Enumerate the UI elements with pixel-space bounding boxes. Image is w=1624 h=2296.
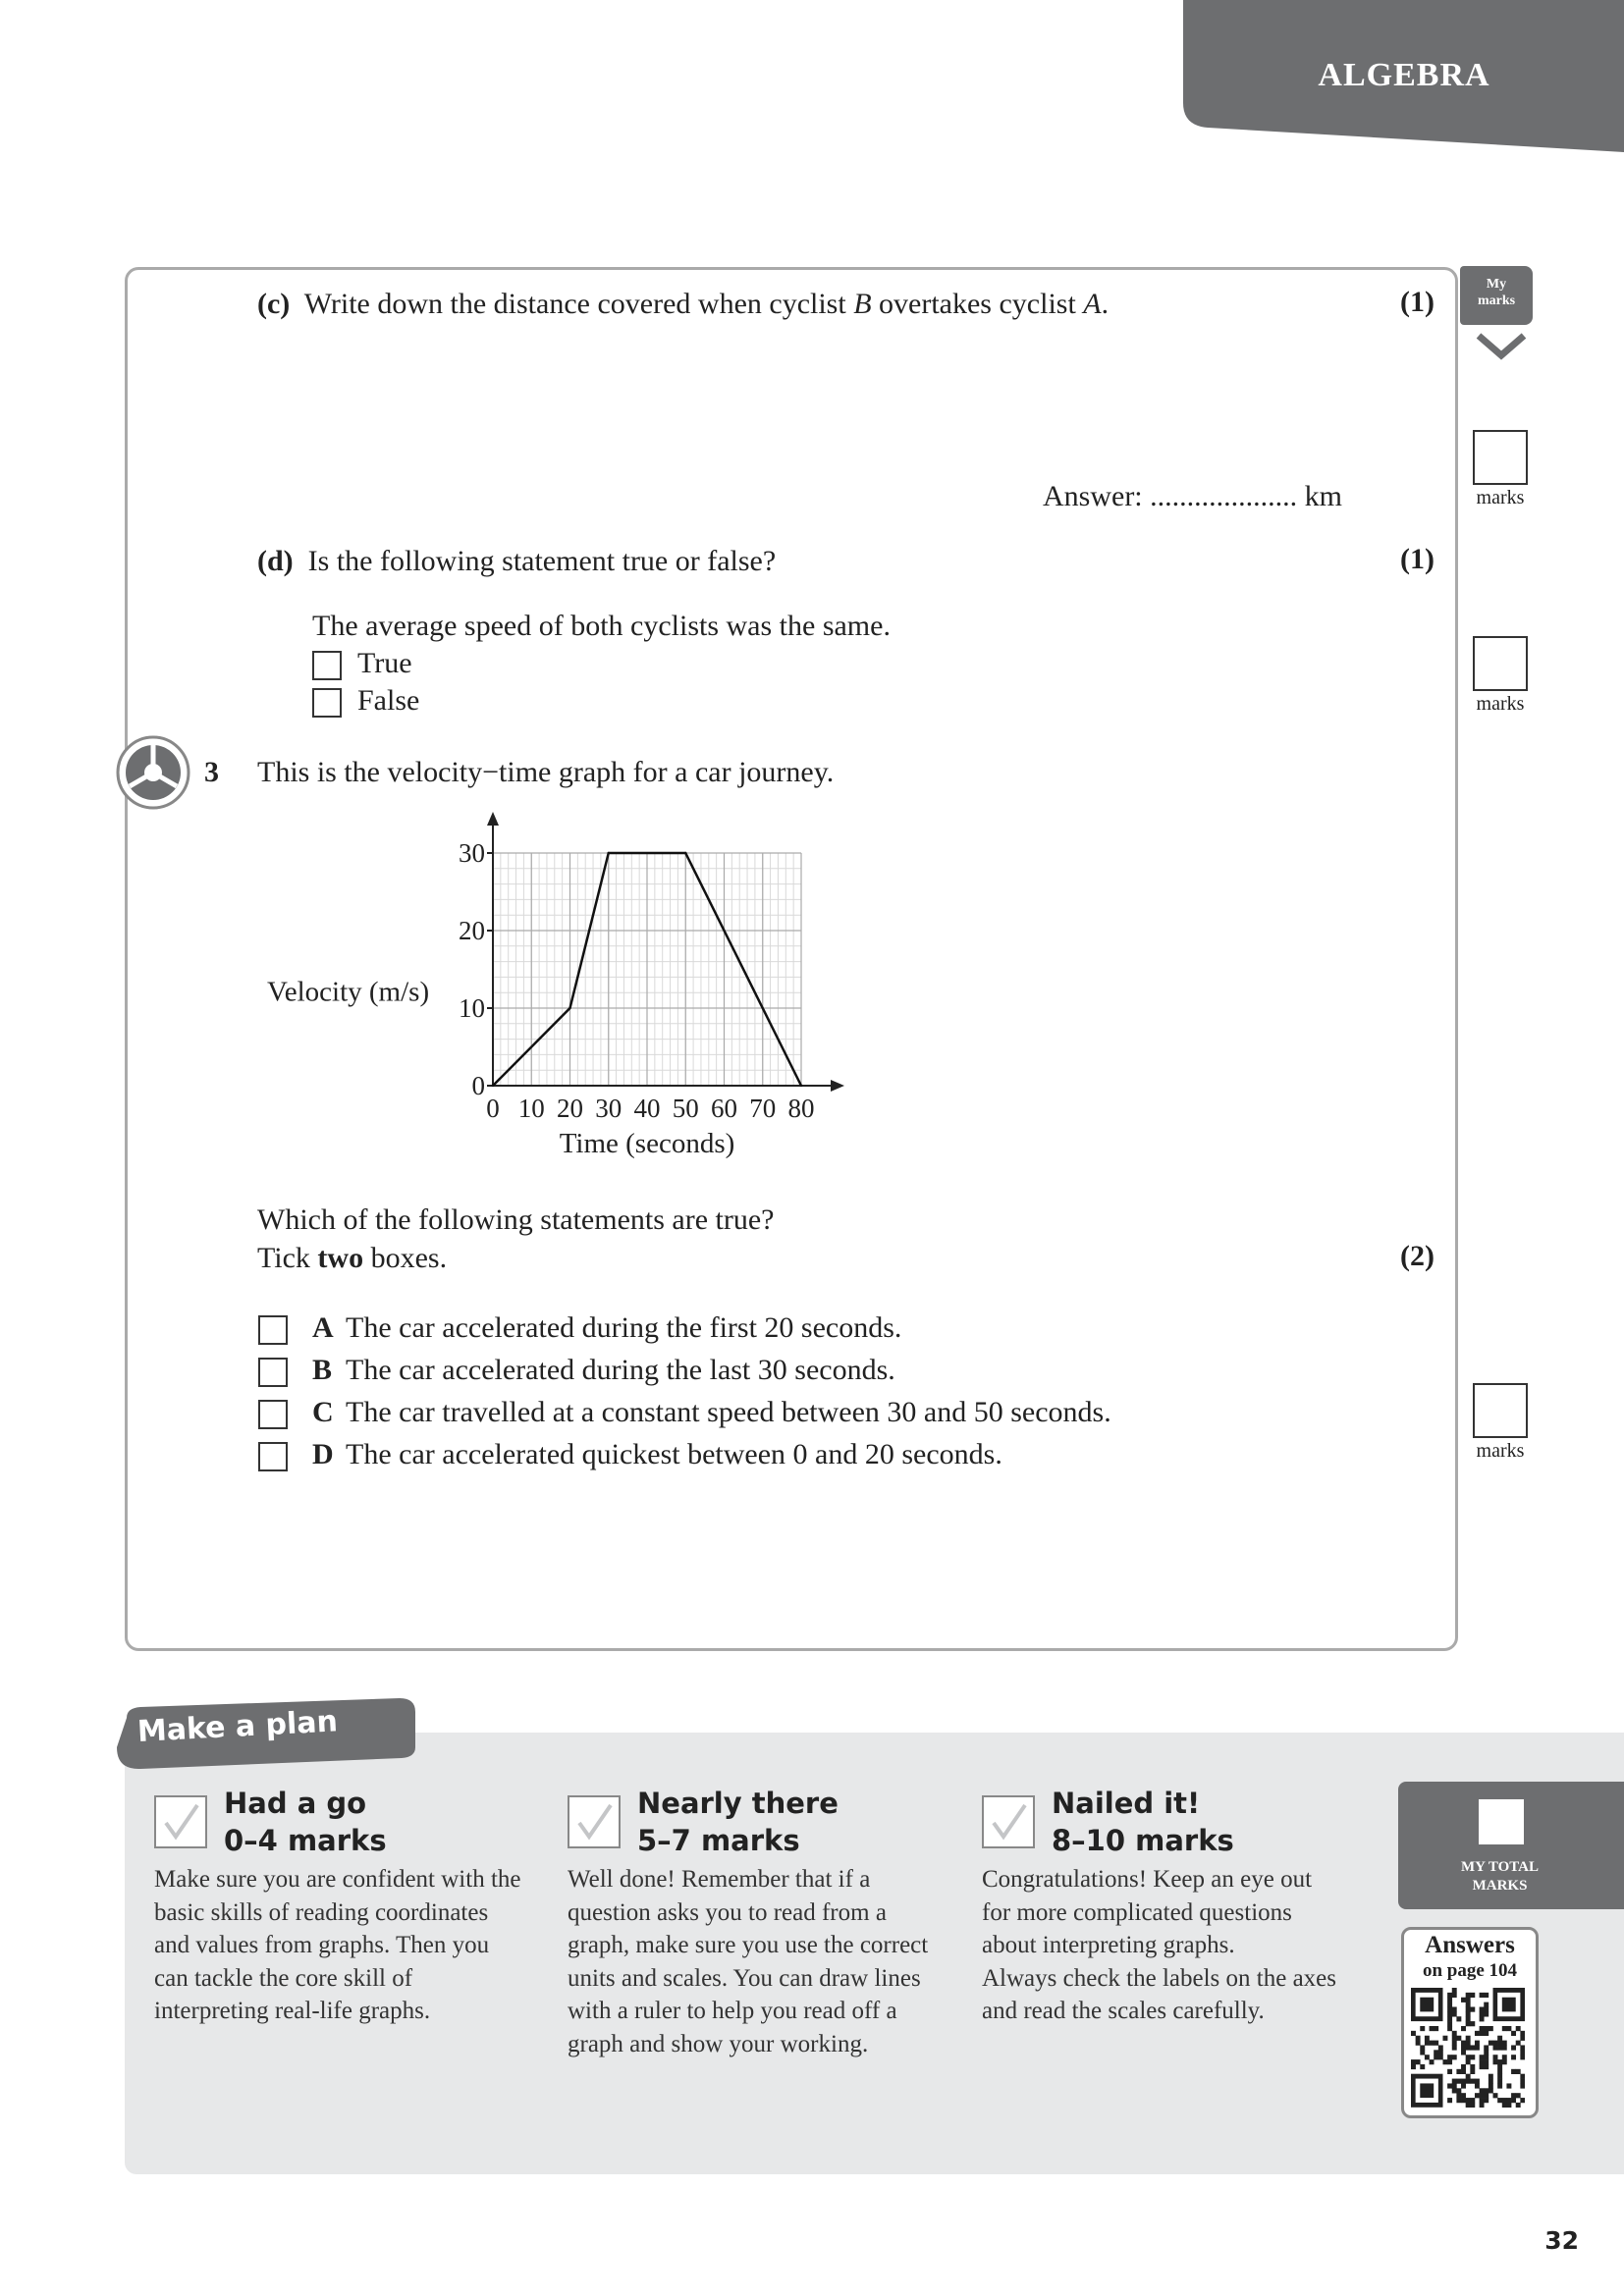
qr-module	[1447, 1998, 1452, 2002]
question-3-number: 3	[204, 756, 219, 788]
check-icon	[984, 1797, 1033, 1846]
qr-module	[1516, 2069, 1521, 2074]
qr-module	[1456, 2036, 1461, 2041]
qr-module	[1411, 2064, 1416, 2069]
option-letter: B	[312, 1354, 333, 1386]
qr-module	[1466, 2074, 1471, 2079]
qr-module	[1447, 1993, 1452, 1998]
qr-module	[1480, 2011, 1485, 2016]
qr-module	[1497, 2079, 1502, 2084]
qr-module	[1484, 2006, 1489, 2011]
qr-module	[1425, 2036, 1430, 2041]
description-line: Make sure you are confident with the	[154, 1866, 521, 1893]
qr-module	[1456, 2016, 1461, 2021]
qr-module	[1480, 2059, 1485, 2064]
qr-module	[1452, 2055, 1457, 2059]
qr-module	[1480, 2006, 1485, 2011]
qr-module	[1511, 2045, 1516, 2050]
qr-module	[1420, 2050, 1425, 2055]
qr-module	[1466, 2041, 1471, 2046]
qr-module	[1456, 2098, 1461, 2103]
qr-module	[1502, 2098, 1507, 2103]
qr-module	[1461, 2041, 1466, 2046]
qr-module	[1475, 2031, 1480, 2036]
qr-module	[1447, 2069, 1452, 2074]
qr-module	[1461, 2098, 1466, 2103]
qr-module	[1425, 2041, 1430, 2046]
x-tick-label: 70	[749, 1094, 777, 1123]
qr-module	[1420, 2026, 1425, 2031]
qr-module	[1502, 2045, 1507, 2050]
qr-module	[1475, 2093, 1480, 2098]
qr-module	[1470, 2021, 1475, 2026]
qr-module	[1452, 2079, 1457, 2084]
qr-module	[1447, 2026, 1452, 2031]
qr-module	[1470, 2045, 1475, 2050]
qr-module	[1484, 2055, 1489, 2059]
description-line: for more complicated questions	[982, 1898, 1292, 1926]
qr-module	[1511, 2031, 1516, 2036]
qr-module	[1480, 2055, 1485, 2059]
qr-module	[1425, 2055, 1430, 2059]
qr-module	[1502, 1998, 1516, 2012]
qr-module	[1411, 2031, 1416, 2036]
qr-module	[1484, 2050, 1489, 2055]
qr-module	[1493, 2059, 1498, 2064]
total-marks-box[interactable]	[1479, 1799, 1524, 1844]
description-line: with a ruler to help you read off a	[568, 1998, 897, 2024]
description-line: graph, make sure you use the correct	[568, 1932, 929, 1958]
qr-module	[1420, 2064, 1425, 2069]
check-icon	[569, 1797, 619, 1846]
option-letter: A	[312, 1311, 334, 1344]
qr-module	[1484, 2064, 1489, 2069]
qr-module	[1470, 2079, 1475, 2084]
velocity-point	[568, 1007, 570, 1009]
qr-module	[1456, 2069, 1461, 2074]
section-title: ALGEBRA	[1318, 57, 1490, 93]
description-line: can tackle the core skill of	[154, 1964, 413, 1992]
qr-module	[1434, 2026, 1438, 2031]
option-b-checkbox[interactable]	[258, 1358, 288, 1387]
qr-module	[1480, 2088, 1485, 2093]
qr-module	[1466, 2002, 1471, 2007]
y-tick-label: 20	[459, 916, 485, 945]
x-tick-label: 10	[517, 1094, 545, 1123]
part-d-question: (d) Is the following statement true or false?	[257, 545, 777, 577]
qr-module	[1470, 2055, 1475, 2059]
qr-module	[1484, 2088, 1489, 2093]
qr-module	[1516, 2026, 1521, 2031]
answers-title: Answers	[1425, 1932, 1515, 1958]
qr-module	[1511, 2055, 1516, 2059]
false-checkbox[interactable]	[312, 688, 342, 718]
option-text: The car accelerated during the last 30 seconds.	[346, 1354, 895, 1386]
qr-module	[1497, 2059, 1502, 2064]
velocity-point	[684, 852, 686, 854]
qr-module	[1461, 2045, 1466, 2050]
marks-label: marks	[1476, 487, 1525, 508]
qr-module	[1520, 2074, 1525, 2079]
velocity-point	[800, 1085, 802, 1087]
qr-module	[1520, 2036, 1525, 2041]
x-tick-label: 50	[672, 1094, 699, 1123]
qr-module	[1520, 2031, 1525, 2036]
qr-module	[1447, 2016, 1452, 2021]
qr-module	[1466, 2006, 1471, 2011]
chevron-down-icon	[1475, 332, 1528, 361]
qr-code-icon[interactable]	[1411, 1988, 1525, 2108]
x-tick-label: 60	[711, 1094, 737, 1123]
qr-module	[1502, 2055, 1507, 2059]
y-axis-arrow	[487, 812, 499, 826]
nearly-there-heading: Nearly there 5–7 marks	[637, 1787, 839, 1857]
description-line: basic skills of reading coordinates	[154, 1898, 489, 1926]
qr-module	[1456, 2088, 1461, 2093]
qr-module	[1470, 2098, 1475, 2103]
qr-module	[1497, 2036, 1502, 2041]
question-3-intro: This is the velocity−time graph for a car journey.	[257, 756, 835, 788]
qr-module	[1420, 2083, 1434, 2098]
qr-module	[1489, 2026, 1493, 2031]
qr-module	[1452, 1988, 1457, 1993]
qr-module	[1461, 2069, 1466, 2074]
qr-module	[1470, 1993, 1475, 1998]
qr-module	[1466, 2055, 1471, 2059]
part-d-marks: (1)	[1400, 543, 1435, 575]
qr-module	[1447, 2002, 1452, 2007]
qr-module	[1416, 2036, 1421, 2041]
x-axis-arrow	[831, 1080, 844, 1092]
qr-module	[1447, 2055, 1452, 2059]
qr-module	[1511, 2093, 1516, 2098]
qr-module	[1484, 2059, 1489, 2064]
qr-module	[1466, 2079, 1471, 2084]
question-3-marks: (2)	[1400, 1240, 1435, 1272]
qr-module	[1447, 2011, 1452, 2016]
marks-box-c[interactable]	[1473, 430, 1528, 485]
qr-module	[1420, 2045, 1425, 2050]
x-tick-label: 0	[486, 1094, 500, 1123]
qr-module	[1489, 2088, 1493, 2093]
true-label: True	[357, 647, 412, 679]
part-c-marks: (1)	[1400, 286, 1435, 318]
qr-module	[1466, 2036, 1471, 2041]
qr-module	[1520, 2045, 1525, 2050]
qr-module	[1475, 2041, 1480, 2046]
qr-module	[1520, 2079, 1525, 2084]
option-letter: C	[312, 1396, 334, 1428]
qr-module	[1520, 2083, 1525, 2088]
qr-module	[1466, 2059, 1471, 2064]
had-a-go-tick-checkbox[interactable]	[154, 1795, 207, 1848]
plan-title: Make a plan	[136, 1704, 339, 1749]
y-axis-label: Velocity (m/s)	[267, 976, 430, 1008]
part-c-question: (c) Write down the distance covered when cyclist B overtakes cyclist A.	[257, 288, 1110, 320]
qr-module	[1434, 2055, 1438, 2059]
qr-module	[1461, 2079, 1466, 2084]
qr-module	[1416, 2041, 1421, 2046]
option-a-checkbox[interactable]	[258, 1315, 288, 1345]
qr-module	[1506, 2083, 1511, 2088]
qr-module	[1470, 2103, 1475, 2108]
description-line: interpreting real-life graphs.	[154, 1998, 431, 2024]
marks-box-d[interactable]	[1473, 636, 1528, 691]
my-marks-tab: My marks	[1460, 266, 1533, 325]
had-a-go-description	[154, 1863, 547, 2028]
total-marks-label: MY TOTAL MARKS	[1460, 1859, 1540, 1894]
part-c-answer-line[interactable]: Answer: .................... km	[1043, 480, 1342, 512]
option-text: The car travelled at a constant speed between 30 and 50 seconds.	[346, 1396, 1111, 1428]
qr-module	[1447, 2098, 1452, 2103]
qr-module	[1516, 2041, 1521, 2046]
description-line: about interpreting graphs.	[982, 1932, 1235, 1958]
qr-module	[1484, 2002, 1489, 2007]
qr-module	[1466, 2103, 1471, 2108]
qr-module	[1466, 2016, 1471, 2021]
qr-module	[1461, 1998, 1466, 2002]
qr-module	[1489, 2074, 1493, 2079]
qr-module	[1502, 2026, 1507, 2031]
qr-module	[1447, 2083, 1452, 2088]
nailed-it-tick-checkbox[interactable]	[982, 1795, 1035, 1848]
x-tick-label: 80	[787, 1094, 815, 1123]
x-tick-label: 30	[595, 1094, 623, 1123]
qr-module	[1452, 1993, 1457, 1998]
qr-module	[1520, 2055, 1525, 2059]
qr-module	[1484, 2026, 1489, 2031]
page-number: 32	[1544, 2226, 1579, 2255]
description-line: Well done! Remember that if a	[568, 1866, 871, 1893]
qr-module	[1516, 2093, 1521, 2098]
description-line: Congratulations! Keep an eye out	[982, 1866, 1313, 1893]
x-tick-label: 20	[557, 1094, 583, 1123]
qr-module	[1461, 2050, 1466, 2055]
qr-module	[1480, 2103, 1485, 2108]
qr-module	[1484, 2011, 1489, 2016]
qr-module	[1480, 2093, 1485, 2098]
qr-module	[1430, 2041, 1435, 2046]
qr-module	[1497, 2083, 1502, 2088]
description-line: Always check the labels on the axes	[982, 1964, 1336, 1992]
velocity-point	[608, 852, 610, 854]
qr-module	[1493, 2055, 1498, 2059]
qr-module	[1452, 2011, 1457, 2016]
qr-module	[1456, 2093, 1461, 2098]
description-line: units and scales. You can draw lines	[568, 1964, 921, 1992]
qr-module	[1493, 2041, 1498, 2046]
qr-module	[1497, 2098, 1502, 2103]
option-text: The car accelerated during the first 20 seconds.	[346, 1311, 902, 1344]
qr-module	[1480, 2031, 1485, 2036]
qr-module	[1447, 2021, 1452, 2026]
qr-module	[1442, 2036, 1447, 2041]
qr-module	[1466, 2045, 1471, 2050]
question-3-instruction: Tick two boxes.	[257, 1242, 448, 1274]
qr-module	[1480, 1993, 1485, 1998]
qr-module	[1430, 2059, 1435, 2064]
answers-page: on page 104	[1422, 1960, 1518, 1981]
velocity-point	[492, 1085, 494, 1087]
description-line: graph and show your working.	[568, 2030, 869, 2057]
qr-module	[1489, 2083, 1493, 2088]
nearly-there-description	[568, 1863, 960, 2060]
qr-module	[1484, 1993, 1489, 1998]
qr-module	[1502, 2103, 1507, 2108]
qr-module	[1520, 2098, 1525, 2103]
qr-module	[1480, 2026, 1485, 2031]
qr-module	[1434, 2050, 1438, 2055]
qr-module	[1470, 2006, 1475, 2011]
qr-module	[1438, 2055, 1443, 2059]
qr-module	[1470, 2064, 1475, 2069]
difficulty-dial-icon	[115, 734, 191, 811]
qr-module	[1502, 2041, 1507, 2046]
qr-module	[1411, 2059, 1416, 2064]
marks-label: marks	[1476, 693, 1525, 715]
part-d-statement: The average speed of both cyclists was the same.	[312, 610, 891, 642]
qr-module	[1475, 2083, 1480, 2088]
qr-module	[1480, 2098, 1485, 2103]
x-axis-label: Time (seconds)	[559, 1128, 735, 1159]
nearly-there-tick-checkbox[interactable]	[568, 1795, 621, 1848]
qr-module	[1475, 2079, 1480, 2084]
qr-module	[1480, 2016, 1485, 2021]
marks-label: marks	[1476, 1440, 1525, 1462]
qr-module	[1520, 2050, 1525, 2055]
qr-module	[1497, 2064, 1502, 2069]
qr-module	[1493, 2045, 1498, 2050]
qr-module	[1466, 1998, 1471, 2002]
qr-module	[1484, 2098, 1489, 2103]
qr-module	[1484, 2045, 1489, 2050]
description-line: question asks you to read from a	[568, 1898, 887, 1926]
qr-module	[1456, 2079, 1461, 2084]
qr-module	[1438, 2050, 1443, 2055]
qr-module	[1466, 2011, 1471, 2016]
ticks	[459, 838, 815, 1123]
qr-module	[1511, 2069, 1516, 2074]
qr-module	[1452, 2006, 1457, 2011]
qr-module	[1497, 2041, 1502, 2046]
qr-module	[1470, 2069, 1475, 2074]
qr-module	[1511, 2098, 1516, 2103]
qr-module	[1475, 2045, 1480, 2050]
nailed-it-heading: Nailed it! 8–10 marks	[1052, 1787, 1234, 1857]
option-text: The car accelerated quickest between 0 and 20 seconds.	[346, 1438, 1002, 1470]
qr-module	[1452, 2031, 1457, 2036]
qr-module	[1461, 2064, 1466, 2069]
false-label: False	[357, 684, 420, 717]
qr-module	[1447, 2006, 1452, 2011]
qr-module	[1438, 2045, 1443, 2050]
qr-module	[1484, 2093, 1489, 2098]
qr-module	[1461, 2093, 1466, 2098]
qr-module	[1452, 2088, 1457, 2093]
option-c-checkbox[interactable]	[258, 1400, 288, 1429]
qr-module	[1461, 2026, 1466, 2031]
true-checkbox[interactable]	[312, 651, 342, 680]
qr-module	[1506, 2026, 1511, 2031]
qr-module	[1447, 2059, 1452, 2064]
qr-module	[1516, 2103, 1521, 2108]
qr-module	[1452, 2045, 1457, 2050]
qr-module	[1442, 2059, 1447, 2064]
y-tick-label: 0	[471, 1071, 485, 1100]
nailed-it-description	[982, 1863, 1375, 2028]
description-line: and read the scales carefully.	[982, 1998, 1265, 2024]
qr-module	[1452, 2041, 1457, 2046]
description-line: and values from graphs. Then you	[154, 1932, 490, 1958]
qr-module	[1489, 2041, 1493, 2046]
qr-module	[1452, 2083, 1457, 2088]
qr-module	[1497, 2074, 1502, 2079]
qr-module	[1497, 2045, 1502, 2050]
qr-module	[1484, 2031, 1489, 2036]
qr-module	[1434, 2041, 1438, 2046]
option-letter: D	[312, 1438, 334, 1470]
qr-module	[1466, 2098, 1471, 2103]
qr-module	[1416, 2059, 1421, 2064]
y-tick-label: 10	[459, 993, 485, 1023]
qr-module	[1493, 2093, 1498, 2098]
qr-module	[1502, 2059, 1507, 2064]
had-a-go-heading: Had a go 0–4 marks	[224, 1787, 387, 1857]
question-3-prompt: Which of the following statements are true?	[257, 1203, 775, 1236]
qr-module	[1506, 2103, 1511, 2108]
qr-module	[1480, 2064, 1485, 2069]
check-icon	[156, 1797, 205, 1846]
velocity-time-graph	[255, 805, 864, 1178]
qr-module	[1452, 2036, 1457, 2041]
qr-module	[1430, 2026, 1435, 2031]
qr-module	[1420, 1998, 1434, 2012]
x-tick-label: 40	[633, 1094, 661, 1123]
qr-module	[1466, 2021, 1471, 2026]
qr-module	[1461, 2083, 1466, 2088]
y-tick-label: 30	[459, 838, 485, 868]
qr-module	[1466, 1993, 1471, 1998]
qr-module	[1506, 2098, 1511, 2103]
qr-module	[1489, 2079, 1493, 2084]
option-d-checkbox[interactable]	[258, 1442, 288, 1471]
qr-module	[1497, 2069, 1502, 2074]
marks-box-q3[interactable]	[1473, 1383, 1528, 1438]
